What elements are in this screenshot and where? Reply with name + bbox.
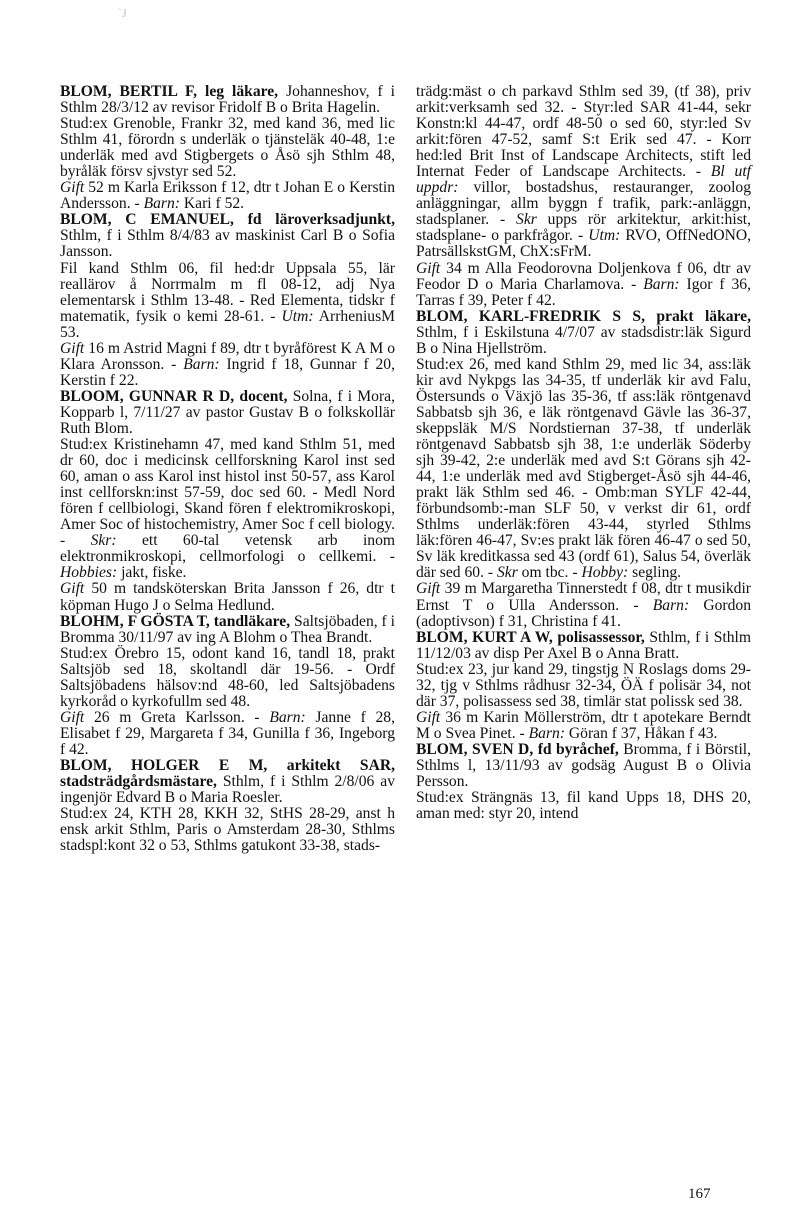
person-name: BLOM, BERTIL F, bbox=[60, 83, 198, 100]
label-field-2: Hobbies: bbox=[60, 564, 118, 582]
person-origin: Solna, f i Mora, Kopparb l, 7/11/27 av pastor Gustav B o folkskollär Ruth Blom. bbox=[60, 387, 395, 437]
entry-paragraph bbox=[60, 710, 395, 758]
label-works: Bl utf uppdr: bbox=[416, 163, 751, 197]
person-title: fd läroverksadjunkt, bbox=[247, 211, 395, 229]
paragraph-text-3: jakt, fiske. bbox=[117, 564, 187, 582]
label-field: Barn: bbox=[269, 708, 306, 726]
continued-text: trädg:mäst o ch parkavd Sthlm sed 39, (tf 38), priv arkit:verksamh sed 32. - Styr:led SAR 41-44, sekr Konstn:kl 44-47, ordf 48-50 o sed 60, styr:led Sv arkit:fören 47-52, samf S:t Erik sed 47. - Korr hed:led Brit Inst of Landscape Architects, stift led Internat Feder of Landscape Architects. - bbox=[416, 83, 751, 181]
person-origin: Bromma, f i Börstil, Sthlms l, 13/11/93 av godsäg August B o Olivia Persson. bbox=[416, 740, 752, 791]
page-number: 167 bbox=[688, 1186, 711, 1202]
children-text: Igor f 36, Tarras f 39, Peter f 42. bbox=[416, 275, 751, 309]
person-title: prakt läkare, bbox=[656, 307, 752, 325]
biography-entry bbox=[416, 742, 751, 822]
entry-paragraph bbox=[60, 806, 395, 854]
label-field: Barn: bbox=[143, 195, 180, 213]
person-name: BLOM, C EMANUEL, bbox=[60, 211, 234, 229]
label-honours: Utm: bbox=[588, 227, 621, 245]
marriage-text: 34 m Alla Feodorovna Doljenkova f 06, dtr av Feodor D o Maria Charlamova. - bbox=[416, 259, 751, 293]
entry-heading bbox=[416, 630, 751, 662]
paragraph-text: Stud:ex Kristinehamn 47, med kand Sthlm 51, med dr 60, doc i medicinsk cellforskning Karol inst sed 60, aman o ass Karol inst histol inst 50-57, ass Karol inst cellforskn:inst 57-59, doc sed 60. - Medl Nord fören f cellbiologi, Skand fören f elektromikroskopi, Amer Soc of histochemistry, Amer Soc f cell biology. - bbox=[60, 436, 395, 550]
person-title: arkitekt SAR, stadsträdgårdsmästare, bbox=[60, 756, 395, 791]
biography-entry bbox=[60, 389, 395, 614]
entry-heading bbox=[60, 212, 395, 260]
right-entries bbox=[416, 309, 751, 823]
label-married: Gift bbox=[416, 580, 441, 598]
continued-text-2: villor, bostadshus, restauranger, zoolog anläggningar, allm byggn f trafik, park:-anläggn, stadsplaner. - bbox=[416, 179, 751, 229]
label-married: Gift bbox=[60, 339, 85, 357]
person-name: BLOM, KARL-FREDRIK S S, bbox=[416, 307, 645, 325]
paragraph-text-2: Kari f 52. bbox=[179, 195, 245, 213]
person-title: polisassessor, bbox=[557, 628, 645, 646]
entry-paragraph bbox=[60, 437, 395, 581]
entry-heading bbox=[416, 309, 751, 357]
person-origin: Saltsjöbaden, f i Bromma 30/11/97 av ing A Blohm o Thea Brandt. bbox=[60, 612, 395, 646]
entry-paragraph bbox=[416, 662, 751, 710]
entry-paragraph bbox=[60, 116, 395, 180]
label-field: Barn: bbox=[183, 355, 220, 373]
paragraph-text: Fil kand Sthlm 06, fil hed:dr Uppsala 55, lär reallärov å Norrmalm m fl 08-12, adj Nya elementarsk i Sthlm 13-48. - Red Elementa, tidskr f matematik, fysik o kemi 28-61. - bbox=[60, 259, 395, 325]
entry-heading bbox=[60, 389, 395, 437]
person-title: fd byråchef, bbox=[537, 740, 619, 758]
biography-entry bbox=[416, 630, 751, 742]
person-origin: Johanneshov, f i Sthlm 28/3/12 av revisor Fridolf B o Brita Hagelin. bbox=[60, 83, 395, 117]
paragraph-text-3: segling. bbox=[628, 564, 682, 582]
biography-entry bbox=[416, 309, 751, 630]
label-field: Skr bbox=[496, 564, 518, 582]
paragraph-text: Stud:ex Strängnäs 13, fil kand Upps 18, DHS 20, aman med: styr 20, intend bbox=[416, 789, 751, 823]
right-column bbox=[416, 84, 751, 822]
entry-paragraph bbox=[60, 180, 395, 212]
paragraph-text: 36 m Karin Möllerström, dtr t apotekare Berndt M o Svea Pinet. - bbox=[416, 708, 751, 742]
label-field: Skr: bbox=[90, 532, 117, 550]
person-origin: Sthlm, f i Sthlm 8/4/83 av maskinist Carl B o Sofia Jansson. bbox=[60, 227, 395, 261]
paragraph-text: Stud:ex 24, KTH 28, KKH 32, StHS 28-29, anst h ensk arkit Sthlm, Paris o Amsterdam 28-30, Sthlms stadspl:kont 32 o 53, Sthlms gatukont 33-38, stads- bbox=[60, 805, 395, 855]
entry-paragraph bbox=[416, 581, 751, 629]
biography-entry bbox=[60, 758, 395, 854]
paragraph-text: 16 m Astrid Magni f 89, dtr t byråförest K A M o Klara Aronsson. - bbox=[60, 339, 395, 373]
page-mark: `J bbox=[118, 6, 127, 20]
entry-paragraph bbox=[60, 581, 395, 613]
label-married: Gift bbox=[416, 259, 441, 277]
label-children: Barn: bbox=[643, 275, 680, 293]
biography-entry bbox=[60, 614, 395, 758]
paragraph-text: 39 m Margaretha Tinnerstedt f 08, dtr t musikdir Ernst T o Ulla Andersson. - bbox=[416, 580, 751, 614]
paragraph-text-2: om tbc. - bbox=[517, 564, 582, 582]
person-origin: Sthlm, f i Sthlm 11/12/03 av disp Per Axel B o Anna Bratt. bbox=[416, 628, 751, 662]
person-name: BLOM, HOLGER E M, bbox=[60, 756, 268, 774]
paragraph-text-2: Gordon (adoptivson) f 31, Christina f 41. bbox=[416, 596, 751, 630]
entry-heading bbox=[60, 614, 395, 646]
paragraph-text-2: Ingrid f 18, Gunnar f 20, Kerstin f 22. bbox=[60, 355, 395, 389]
label-field: Barn: bbox=[528, 724, 566, 742]
person-name: BLOOM, GUNNAR R D, bbox=[60, 387, 235, 405]
entry-paragraph bbox=[416, 790, 751, 822]
biography-entry bbox=[60, 212, 395, 389]
entry-paragraph bbox=[416, 710, 751, 742]
entry-heading bbox=[60, 84, 395, 116]
continued-text-3: upps rör arkitektur, arkit:hist, stadsplane- o parkfrågor. - bbox=[416, 211, 751, 245]
label-married: Gift bbox=[60, 708, 85, 726]
label-writings: Skr bbox=[516, 211, 537, 229]
person-title: leg läkare, bbox=[205, 83, 279, 100]
person-origin: Sthlm, f i Eskilstuna 4/7/07 av stadsdistr:läk Sigurd B o Nina Hjellström. bbox=[416, 323, 751, 357]
paragraph-text-2: Janne f 28, Elisabet f 29, Margareta f 34, Gunilla f 36, Ingeborg f 42. bbox=[60, 708, 395, 758]
paragraph-text: Stud:ex Örebro 15, odont kand 16, tandl 18, prakt Saltsjöb sed 18, skoltandl där 19-56. - Ordf Saltsjöbadens hälsov:nd 48-60, led Saltsjöbadens kyrkoråd o kyrkofullm sed 48. bbox=[60, 644, 395, 710]
label-married: Gift bbox=[60, 179, 85, 197]
person-origin: Sthlm, f i Sthlm 2/8/06 av ingenjör Edvard B o Maria Roesler. bbox=[60, 773, 395, 807]
left-column bbox=[60, 84, 395, 854]
continued-marriage bbox=[416, 261, 751, 309]
continued-text-4: RVO, OffNedONO, PatrsällskstGM, ChX:sFrM. bbox=[416, 227, 751, 261]
paragraph-text: Stud:ex Grenoble, Frankr 32, med kand 36, med lic Sthlm 41, förordn s underläk o tjänsteläk 40-48, 1:e underläk med avd Stigbergets o Åsö sjh Sthlm 48, byråläk försv sjvstyr sed 52. bbox=[60, 115, 395, 181]
paragraph-text: 52 m Karla Eriksson f 12, dtr t Johan E o Kerstin Andersson. - bbox=[60, 179, 395, 213]
entry-heading bbox=[416, 742, 751, 790]
paragraph-text-2: ArrheniusM 53. bbox=[60, 307, 396, 341]
paragraph-text-2: ett 60-tal vetensk arb inom elektronmikroskopi, cellmorfologi o cellkemi. - bbox=[60, 532, 395, 566]
person-name: BLOM, KURT A W, bbox=[416, 628, 553, 646]
person-title: tandläkare, bbox=[213, 612, 291, 630]
label-married: Gift bbox=[416, 708, 441, 726]
paragraph-text-2: Göran f 37, Håkan f 43. bbox=[565, 724, 718, 742]
person-name: BLOM, SVEN D, bbox=[416, 740, 534, 758]
continued-entry bbox=[416, 84, 751, 261]
entry-heading bbox=[60, 758, 395, 806]
entry-paragraph bbox=[60, 261, 395, 341]
biography-entry bbox=[60, 84, 395, 212]
label-field-2: Hobby: bbox=[581, 564, 629, 582]
label-field: Barn: bbox=[652, 596, 690, 614]
paragraph-text: 50 m tandsköterskan Brita Jansson f 26, dtr t köpman Hugo J o Selma Hedlund. bbox=[60, 580, 395, 614]
paragraph-text: Stud:ex 26, med kand Sthlm 29, med lic 34, ass:läk kir avd Nykpgs las 34-35, tf underläk kir avd Falu, Östersunds o Växjö las 35-36, tf ass:läk röntgenavd Sabbatsb sjh 36, e läk röntgenavd Gävle las 36-37, skeppsläk M/S Nordstiernan 37-38, tf underläk röntgenavd Sabbatsb sjh 38, 1:e underläk Söderby sjh 39-42, 2:e underläk med avd S:t Görans sjh 42-44, 1:e underläk med avd Stigberget-Åsö sjh 44-46, prakt läk Sthlm sed 46. - Omb:man SYLF 42-44, förbundsomb:-man SLF 50, v verkst dir 61, ordf Sthlms underläk:fören 43-44, styrled Sthlms läk:fören 46-47, Sv:es prakt läk fören 46-47 o sed 50, Sv läk kreditkassa sed 43 (ordf 61), Salus 54, överläk där sed 60. - bbox=[416, 355, 751, 582]
entry-paragraph bbox=[416, 357, 751, 582]
paragraph-text: Stud:ex 23, jur kand 29, tingstjg N Roslags doms 29-32, tjg v Sthlms rådhusr 32-34, ÖÄ f polisär 34, not där 37, polisassess sed 38, timlär stat polissk sed 38. bbox=[416, 660, 751, 710]
label-field: Utm: bbox=[281, 307, 314, 325]
entry-paragraph bbox=[60, 341, 395, 389]
entry-paragraph bbox=[60, 646, 395, 710]
paragraph-text: 26 m Greta Karlsson. - bbox=[84, 708, 270, 726]
person-title: docent, bbox=[239, 387, 288, 405]
person-name: BLOHM, F GÖSTA T, bbox=[60, 612, 210, 630]
label-married: Gift bbox=[60, 580, 85, 598]
